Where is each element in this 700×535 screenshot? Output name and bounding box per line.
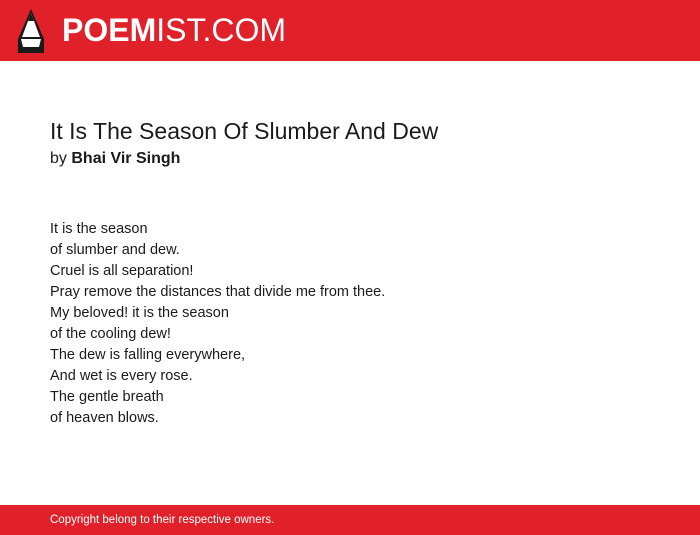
poem-line: My beloved! it is the season: [50, 305, 229, 321]
brand-light-text: IST.COM: [156, 12, 287, 48]
poem-line: Cruel is all separation!: [50, 263, 194, 279]
poem-line: It is the season: [50, 221, 148, 237]
copyright-text: Copyright belong to their respective owners.: [50, 514, 275, 526]
poem-body: [50, 219, 385, 429]
author-name: Bhai Vir Singh: [71, 150, 181, 167]
poem-title: It Is The Season Of Slumber And Dew: [50, 118, 439, 144]
site-footer: [0, 505, 700, 535]
site-logo-text[interactable]: [62, 13, 286, 47]
poem-line: And wet is every rose.: [50, 368, 193, 384]
poem-line: of the cooling dew!: [50, 326, 171, 342]
poem-line: of heaven blows.: [50, 410, 159, 426]
poem-line: Pray remove the distances that divide me from thee.: [50, 284, 386, 300]
byline: [50, 149, 180, 169]
poem-line: The gentle breath: [50, 389, 164, 405]
brand-bold-text: POEM: [62, 12, 157, 48]
poem-line: The dew is falling everywhere,: [50, 347, 246, 363]
poem-line: of slumber and dew.: [50, 242, 180, 258]
site-header: [0, 0, 700, 61]
byline-prefix: by: [50, 150, 67, 167]
pencil-tip-icon: [17, 9, 45, 53]
